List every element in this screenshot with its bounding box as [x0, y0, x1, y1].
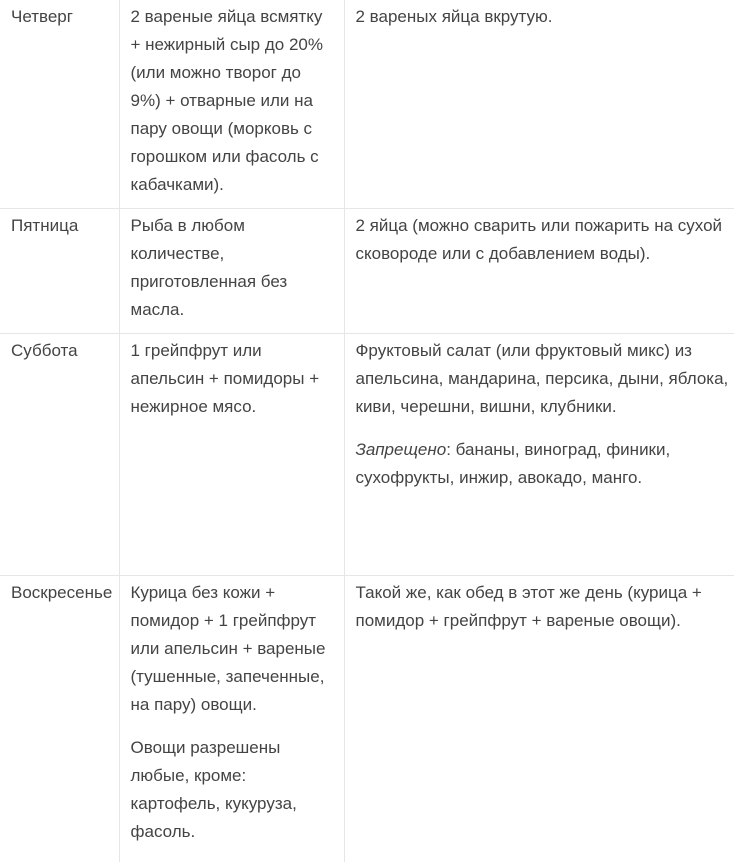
dinner-cell: [344, 209, 734, 334]
table-row: [0, 576, 734, 862]
lunch-text: 2 вареные яйца всмятку + нежирный сыр до 20% (или можно творог до 9%) + отварные или на пару овощи (морковь с горошком или фасоль с кабачками).: [130, 7, 323, 194]
lunch-text: Рыба в любом количестве, приготовленная без масла.: [130, 216, 288, 319]
table-row: [0, 334, 734, 576]
table-row: [0, 0, 734, 209]
lunch-text: Курица без кожи + помидор + 1 грейпфрут или апельсин + вареные (тушенные, запеченные, на пару) овощи.: [130, 583, 326, 714]
lunch-cell: [119, 209, 344, 334]
dinner-cell: [344, 334, 734, 576]
lunch-cell: [119, 0, 344, 209]
forbidden-note: [356, 436, 731, 492]
lunch-text: 1 грейпфрут или апельсин + помидоры + нежирное мясо.: [130, 341, 320, 416]
dinner-cell: [344, 576, 734, 862]
dinner-text: 2 яйца (можно сварить или пожарить на сухой сковороде или с добавлением воды).: [355, 216, 723, 263]
lunch-cell: [119, 576, 344, 862]
dinner-text: Такой же, как обед в этот же день (курица + помидор + грейпфрут + вареные овощи).: [355, 583, 702, 630]
day-cell: Суббота: [0, 334, 119, 576]
lunch-cell: [119, 334, 344, 576]
lunch-note: Овощи разрешены любые, кроме: картофель, кукуруза, фасоль.: [130, 738, 297, 841]
day-cell: Пятница: [0, 209, 119, 334]
forbidden-list: : бананы, виноград, финики, сухофрукты, инжир, авокадо, манго.: [355, 440, 671, 487]
day-cell: Воскресенье: [0, 576, 119, 862]
dinner-text: Фруктовый салат (или фруктовый микс) из апельсина, мандарина, персика, дыни, яблока, киви, черешни, вишни, клубники.: [355, 341, 729, 416]
day-cell: Четверг: [0, 0, 119, 209]
forbidden-label: Запрещено: [355, 440, 447, 459]
table-row: [0, 209, 734, 334]
dinner-cell: [344, 0, 734, 209]
dinner-text: 2 вареных яйца вкрутую.: [355, 7, 553, 26]
